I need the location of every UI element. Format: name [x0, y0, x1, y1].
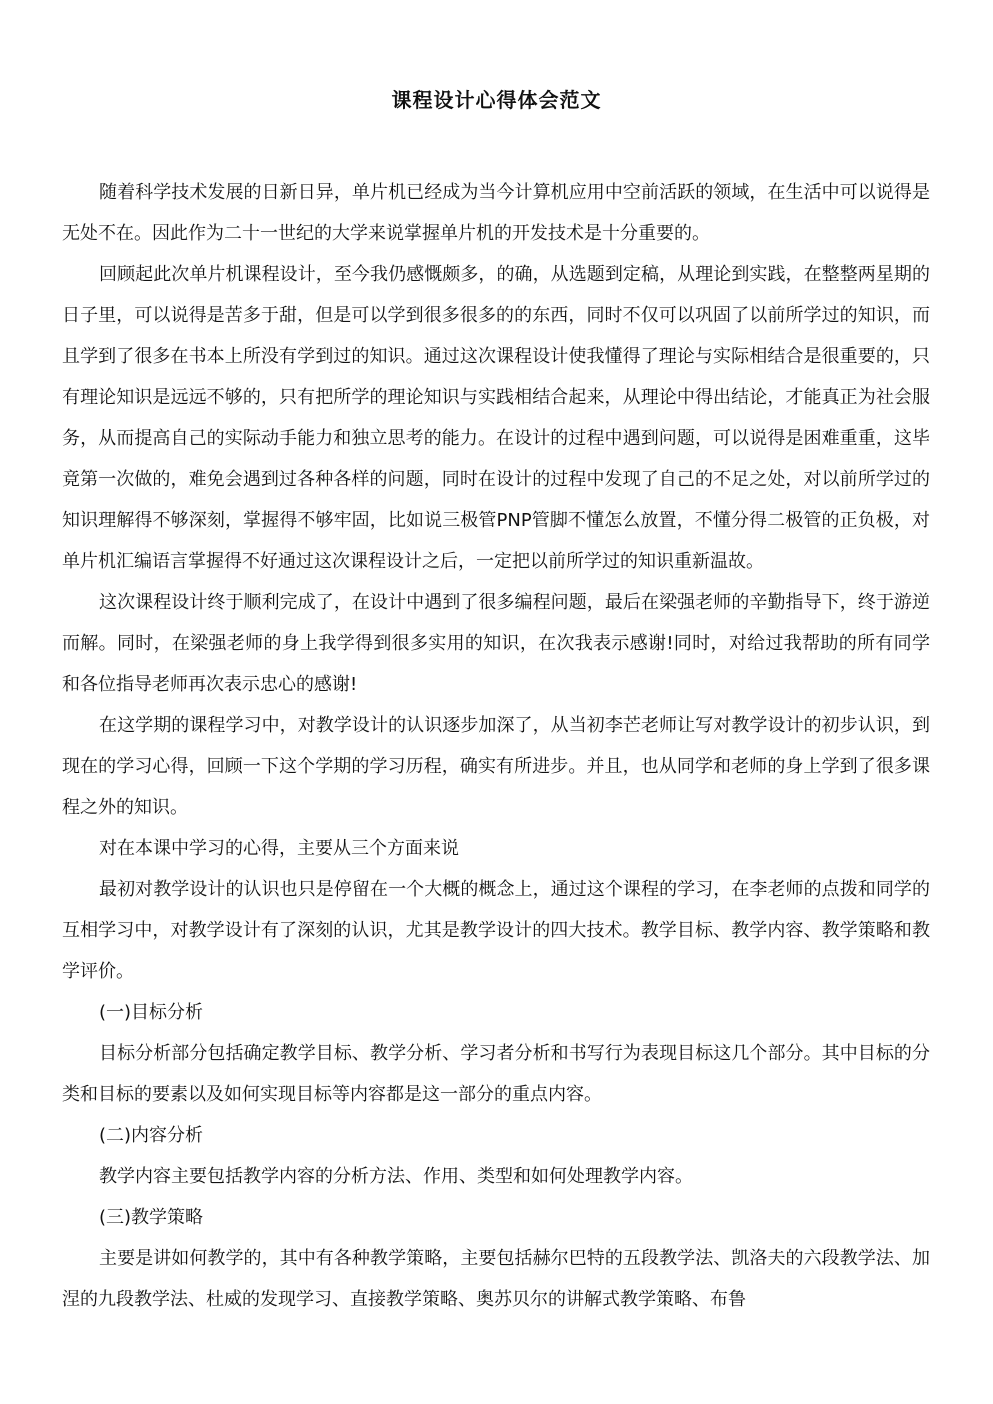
paragraph: 回顾起此次单片机课程设计，至今我仍感慨颇多，的确，从选题到定稿，从理论到实践，在整整两星期的日子里，可以说得是苦多于甜，但是可以学到很多很多的的东西，同时不仅可以巩固了以前所学过的知识，而且学到了很多在书本上所没有学到过的知识。通过这次课程设计使我懂得了理论与实际相结合是很重要的，只有理论知识是远远不够的，只有把所学的理论知识与实践相结合起来，从理论中得出结论，才能真正为社会服务，从而提高自己的实际动手能力和独立思考的能力。在设计的过程中遇到问题，可以说得是困难重重，这毕竟第一次做的，难免会遇到过各种各样的问题，同时在设计的过程中发现了自己的不足之处，对以前所学过的知识理解得不够深刻，掌握得不够牢固，比如说三极管PNP管脚不懂怎么放置，不懂分得二极管的正负极，对单片机汇编语言掌握得不好通过这次课程设计之后，一定把以前所学过的知识重新温故。	[62, 264, 930, 572]
document-title: 课程设计心得体会范文	[391, 88, 602, 112]
paragraph: 教学内容主要包括教学内容的分析方法、作用、类型和如何处理教学内容。	[99, 1166, 693, 1187]
paragraph: 这次课程设计终于顺利完成了，在设计中遇到了很多编程问题，最后在梁强老师的辛勤指导下，终于游逆而解。同时，在梁强老师的身上我学得到很多实用的知识，在次我表示感谢!同时，对给过我帮助的所有同学和各位指导老师再次表示忠心的感谢!	[62, 592, 930, 695]
paragraph: 主要是讲如何教学的，其中有各种教学策略，主要包括赫尔巴特的五段教学法、凯洛夫的六段教学法、加涅的九段教学法、杜威的发现学习、直接教学策略、奥苏贝尔的讲解式教学策略、布鲁	[62, 1248, 930, 1310]
paragraph: 最初对教学设计的认识也只是停留在一个大概的概念上，通过这个课程的学习，在李老师的点拨和同学的互相学习中，对教学设计有了深刻的认识，尤其是教学设计的四大技术。教学目标、教学内容、教学策略和教学评价。	[62, 879, 930, 982]
section-heading: (三)教学策略	[99, 1207, 204, 1228]
section-heading: (二)内容分析	[99, 1125, 204, 1146]
section-heading: (一)目标分析	[99, 1002, 204, 1023]
document-body	[62, 172, 930, 1320]
paragraph: 随着科学技术发展的日新日异，单片机已经成为当今计算机应用中空前活跃的领域，在生活中可以说得是无处不在。因此作为二十一世纪的大学来说掌握单片机的开发技术是十分重要的。	[62, 182, 930, 244]
paragraph: 在这学期的课程学习中，对教学设计的认识逐步加深了，从当初李芒老师让写对教学设计的初步认识，到现在的学习心得，回顾一下这个学期的学习历程，确实有所进步。并且，也从同学和老师的身上学到了很多课程之外的知识。	[62, 715, 930, 818]
paragraph: 目标分析部分包括确定教学目标、教学分析、学习者分析和书写行为表现目标这几个部分。其中目标的分类和目标的要素以及如何实现目标等内容都是这一部分的重点内容。	[62, 1043, 930, 1105]
paragraph: 对在本课中学习的心得，主要从三个方面来说	[99, 838, 459, 859]
